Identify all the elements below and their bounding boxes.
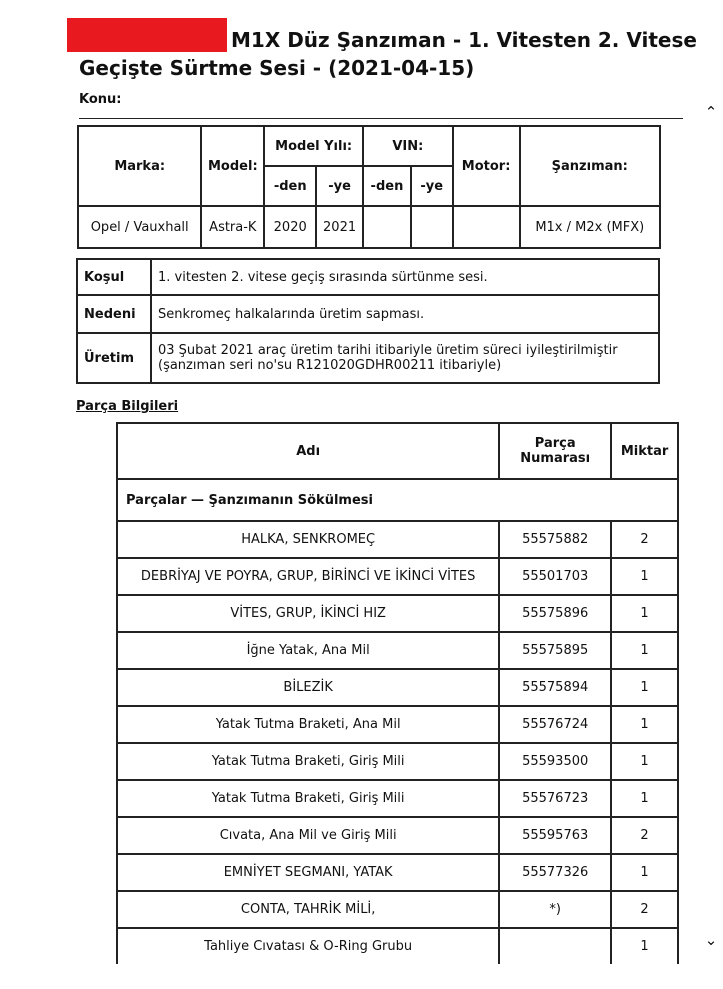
cell-motor: [453, 206, 520, 248]
part-number: 55575894: [499, 669, 611, 706]
header-marka: Marka:: [78, 126, 201, 206]
part-name: Tahliye Cıvatası & O-Ring Grubu: [117, 928, 499, 964]
table-row: [117, 854, 678, 891]
info-table: [76, 258, 660, 384]
header-vin-ye: -ye: [411, 166, 453, 206]
table-row: [117, 521, 678, 558]
header-part-number: Parça Numarası: [499, 423, 611, 479]
parts-table: [116, 422, 679, 964]
part-number: 55576723: [499, 780, 611, 817]
header-part-name: Adı: [117, 423, 499, 479]
part-name: CONTA, TAHRİK MİLİ,: [117, 891, 499, 928]
header-motor: Motor:: [453, 126, 520, 206]
part-number: 55593500: [499, 743, 611, 780]
table-row: [117, 558, 678, 595]
part-name: Yatak Tutma Braketi, Giriş Mili: [117, 780, 499, 817]
part-qty: 1: [611, 632, 678, 669]
table-row: [117, 891, 678, 928]
part-number: *): [499, 891, 611, 928]
cell-year-from: 2020: [264, 206, 316, 248]
info-label-nedeni: Nedeni: [77, 295, 151, 333]
part-name: BİLEZİK: [117, 669, 499, 706]
cell-vin-from: [363, 206, 411, 248]
table-row: [117, 706, 678, 743]
scrollbar[interactable]: [703, 100, 723, 960]
part-number: [499, 928, 611, 964]
table-row: [117, 928, 678, 964]
table-row: [117, 632, 678, 669]
part-qty: 2: [611, 891, 678, 928]
part-name: VİTES, GRUP, İKİNCİ HIZ: [117, 595, 499, 632]
part-qty: 2: [611, 521, 678, 558]
part-name: HALKA, SENKROMEÇ: [117, 521, 499, 558]
part-qty: 1: [611, 928, 678, 964]
parts-section-title: Parça Bilgileri: [76, 399, 179, 414]
part-name: EMNİYET SEGMANI, YATAK: [117, 854, 499, 891]
part-qty: 1: [611, 595, 678, 632]
part-qty: 1: [611, 854, 678, 891]
part-qty: 1: [611, 706, 678, 743]
part-name: İğne Yatak, Ana Mil: [117, 632, 499, 669]
cell-sanziman: M1x / M2x (MFX): [520, 206, 660, 248]
cell-year-to: 2021: [316, 206, 363, 248]
cell-marka: Opel / Vauxhall: [78, 206, 201, 248]
header-sanziman: Şanzıman:: [520, 126, 660, 206]
part-qty: 1: [611, 780, 678, 817]
konu-divider: [79, 118, 683, 119]
part-number: 55501703: [499, 558, 611, 595]
header-vin: VIN:: [363, 126, 453, 166]
table-row: [117, 743, 678, 780]
cell-vin-to: [411, 206, 453, 248]
part-number: 55576724: [499, 706, 611, 743]
part-qty: 1: [611, 743, 678, 780]
table-row: [117, 780, 678, 817]
header-model-yili: Model Yılı:: [264, 126, 363, 166]
header-year-ye: -ye: [316, 166, 363, 206]
chevron-down-icon[interactable]: ⌄: [704, 931, 718, 949]
header-vin-den: -den: [363, 166, 411, 206]
chevron-up-icon[interactable]: ⌃: [704, 103, 718, 121]
parts-section-row: Parçalar — Şanzımanın Sökülmesi: [117, 479, 678, 521]
title-line-2: Geçişte Sürtme Sesi - (2021-04-15): [79, 56, 475, 80]
info-label-kosul: Koşul: [77, 259, 151, 295]
part-name: Yatak Tutma Braketi, Giriş Mili: [117, 743, 499, 780]
header-part-qty: Miktar: [611, 423, 678, 479]
document-title: [79, 26, 697, 82]
part-qty: 2: [611, 817, 678, 854]
cell-model: Astra-K: [201, 206, 264, 248]
part-name: Yatak Tutma Braketi, Ana Mil: [117, 706, 499, 743]
part-name: DEBRİYAJ VE POYRA, GRUP, BİRİNCİ VE İKİNCİ VİTES: [117, 558, 499, 595]
info-label-uretim: Üretim: [77, 333, 151, 383]
title-line-1: M1X Düz Şanzıman - 1. Vitesten 2. Vitese: [231, 28, 697, 52]
part-number: 55575882: [499, 521, 611, 558]
header-year-den: -den: [264, 166, 316, 206]
konu-label: Konu:: [79, 92, 122, 107]
table-row: [117, 595, 678, 632]
part-number: 55575895: [499, 632, 611, 669]
part-qty: 1: [611, 558, 678, 595]
table-row: [117, 669, 678, 706]
part-qty: 1: [611, 669, 678, 706]
part-number: 55575896: [499, 595, 611, 632]
part-number: 55577326: [499, 854, 611, 891]
info-text-kosul: 1. vitesten 2. vitese geçiş sırasında sürtünme sesi.: [151, 259, 659, 295]
table-row: [117, 817, 678, 854]
part-number: 55595763: [499, 817, 611, 854]
info-text-uretim: 03 Şubat 2021 araç üretim tarihi itibariyle üretim süreci iyileştirilmiştir (şanzıman seri no'su R121020GDHR00211 itibariyle): [151, 333, 659, 383]
part-name: Cıvata, Ana Mil ve Giriş Mili: [117, 817, 499, 854]
header-model: Model:: [201, 126, 264, 206]
info-text-nedeni: Senkromeç halkalarında üretim sapması.: [151, 295, 659, 333]
vehicle-table: [77, 125, 661, 249]
